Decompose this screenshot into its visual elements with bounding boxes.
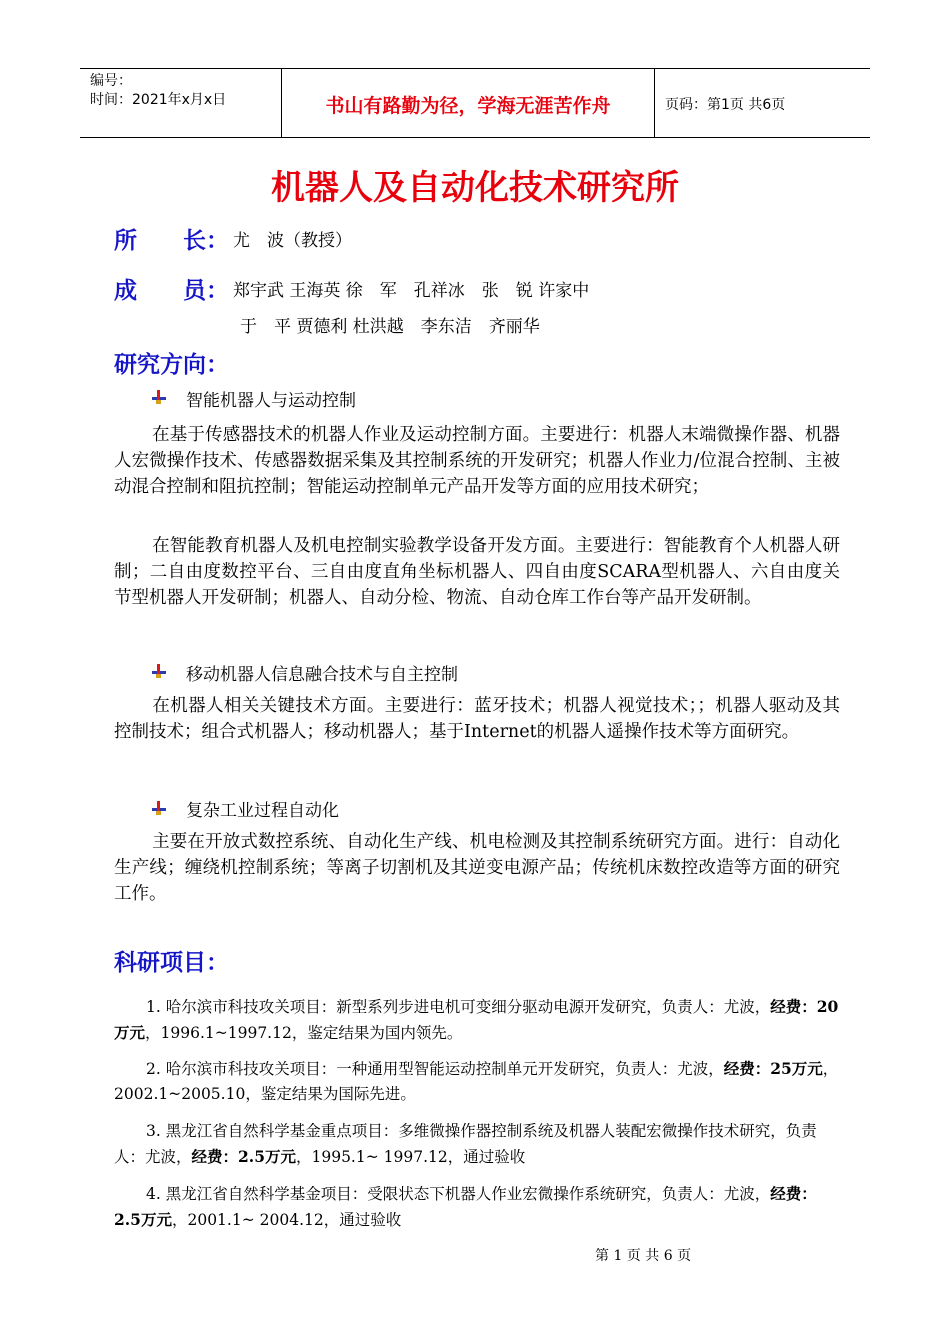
- motto: 书山有路勤为径，学海无涯苦作舟: [325, 95, 611, 117]
- director-label: 所 长：: [114, 228, 229, 254]
- members-line-2: 于 平 贾德利 杜洪越 李东洁 齐丽华: [240, 317, 540, 337]
- header-meta-cell: [80, 69, 280, 137]
- project-item: 4. 黑龙江省自然科学基金项目：受限状态下机器人作业宏微操作系统研究，负责人：尤波，经费：2.5万元，2001.1~ 2004.12，通过验收: [114, 1184, 817, 1229]
- topic-title: 复杂工业过程自动化: [186, 801, 339, 821]
- bullet-icon: [150, 663, 170, 679]
- topic-paragraph: 在智能教育机器人及机电控制实验教学设备开发方面。主要进行：智能教育个人机器人研制；二自由度数控平台、三自由度直角坐标机器人、四自由度SCARA型机器人、六自由度关节型机器人开发研制；机器人、自动分检、物流、自动仓库工作台等产品开发研制。: [114, 536, 840, 608]
- page-title: 机器人及自动化技术研究所: [271, 168, 679, 208]
- research-heading: 研究方向：: [114, 352, 229, 378]
- serial-label: 编号：: [90, 73, 132, 89]
- page-header: [80, 68, 870, 138]
- time-label: 时间：2021年x月x日: [90, 92, 227, 108]
- page-footer: 第 1 页 共 6 页: [595, 1248, 692, 1264]
- topic-title: 移动机器人信息融合技术与自主控制: [186, 665, 458, 685]
- members-line-1: 郑宇武 王海英 徐 军 孔祥冰 张 锐 许家中: [233, 281, 590, 301]
- header-page-cell: [655, 69, 870, 137]
- bullet-icon: [150, 389, 170, 405]
- topic-paragraph: 在机器人相关关键技术方面。主要进行：蓝牙技术；机器人视觉技术；；机器人驱动及其控制技术；组合式机器人；移动机器人；基于Internet的机器人遥操作技术等方面研究。: [114, 696, 840, 742]
- projects-heading: 科研项目：: [114, 950, 229, 976]
- project-item: 3. 黑龙江省自然科学基金重点项目：多维微操作器控制系统及机器人装配宏微操作技术研究，负责人：尤波，经费：2.5万元，1995.1~ 1997.12，通过验收: [114, 1122, 817, 1166]
- project-item: 1. 哈尔滨市科技攻关项目：新型系列步进电机可变细分驱动电源开发研究，负责人：尤波，经费：20万元，1996.1~1997.12，鉴定结果为国内领先。: [114, 997, 839, 1042]
- header-motto-cell: [281, 69, 655, 137]
- director-value: 尤 波（教授）: [233, 231, 352, 251]
- page-info: 页码：第1页 共6页: [665, 97, 786, 113]
- members-label: 成 员：: [114, 278, 229, 304]
- bullet-icon: [150, 800, 170, 816]
- topic-paragraph: 在基于传感器技术的机器人作业及运动控制方面。主要进行：机器人末端微操作器、机器人宏微操作技术、传感器数据采集及其控制系统的开发研究；机器人作业力/位混合控制、主被动混合控制和阻抗控制；智能运动控制单元产品开发等方面的应用技术研究；: [114, 425, 840, 497]
- project-item: 2. 哈尔滨市科技攻关项目：一种通用型智能运动控制单元开发研究，负责人：尤波，经费：25万元， 2002.1~2005.10，鉴定结果为国际先进。: [114, 1059, 839, 1103]
- topic-paragraph: 主要在开放式数控系统、自动化生产线、机电检测及其控制系统研究方面。进行：自动化生产线；缠绕机控制系统；等离子切割机及其逆变电源产品；传统机床数控改造等方面的研究工作。: [114, 832, 840, 904]
- topic-title: 智能机器人与运动控制: [186, 391, 356, 411]
